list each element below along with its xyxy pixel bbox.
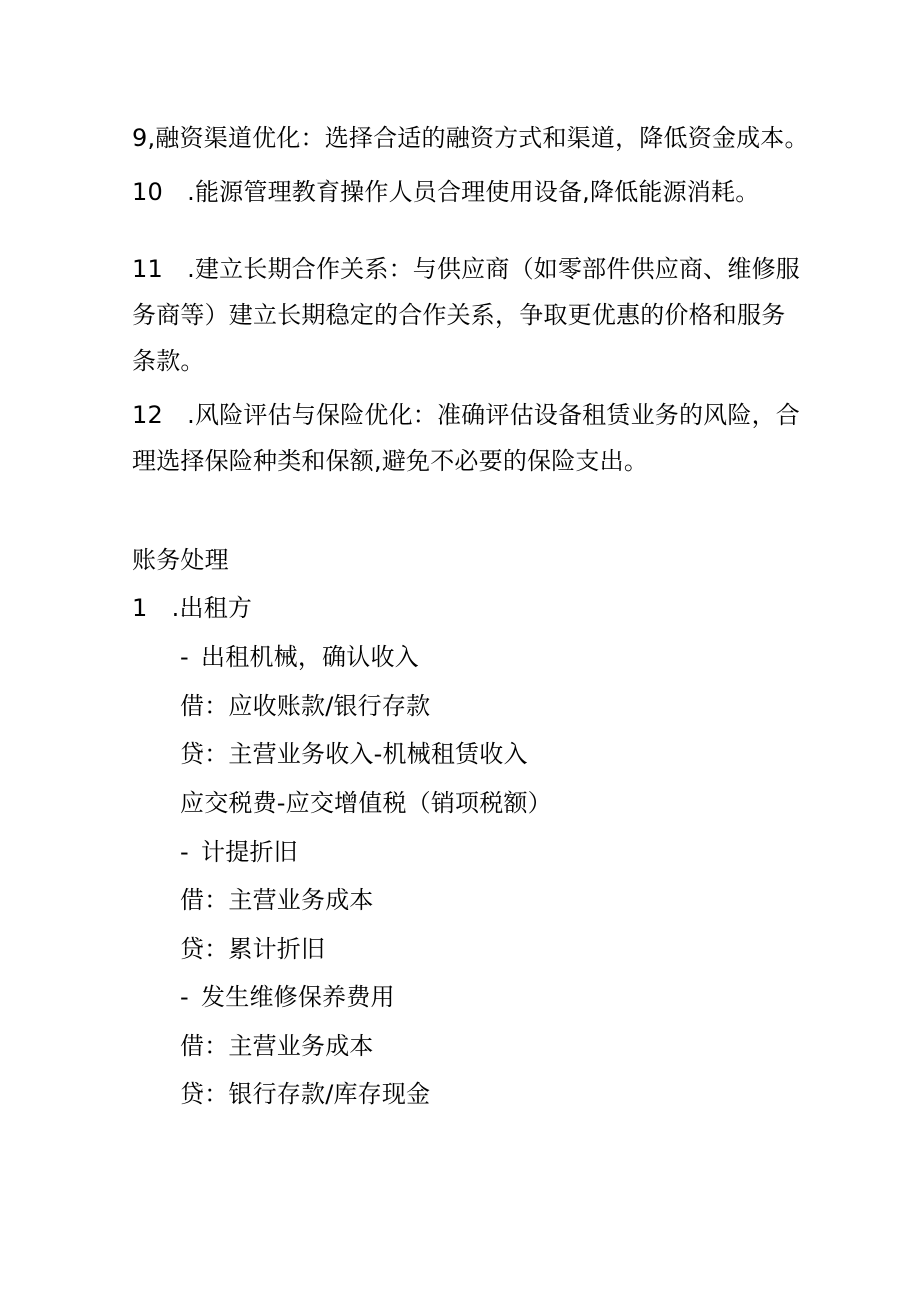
entry-line: 借：应收账款/银行存款 [180, 692, 431, 720]
section-heading: 账务处理 [132, 546, 229, 574]
entry-line: - 计提折旧 [180, 838, 298, 866]
entry-line: - 发生维修保养费用 [180, 983, 395, 1011]
entry-line: 贷：主营业务收入-机械租赁收入 [180, 740, 528, 768]
entry-line: 应交税费-应交增值税（销项税额） [180, 789, 552, 817]
entry-line: 贷：累计折旧 [180, 935, 326, 963]
item-10-text: 10 .能源管理教育操作人员合理使用设备,降低能源消耗。 [132, 178, 760, 206]
item-11-text: 11 .建立长期合作关系：与供应商（如零部件供应商、维修服务商等）建立长期稳定的合作关系，争取更优惠的价格和服务条款。 [132, 255, 800, 375]
section-1-title: 1 .出租方 [132, 594, 253, 622]
item-9-text: 9,融资渠道优化：选择合适的融资方式和渠道，降低资金成本。 [132, 124, 809, 152]
entry-line: - 出租机械，确认收入 [180, 643, 419, 671]
entry-line: 贷：银行存款/库存现金 [180, 1080, 431, 1108]
entry-line: 借：主营业务成本 [180, 886, 374, 914]
item-12-text: 12 .风险评估与保险优化：准确评估设备租赁业务的风险，合理选择保险种类和保额,避免不必要的保险支出。 [132, 401, 800, 475]
entry-line: 借：主营业务成本 [180, 1032, 374, 1060]
